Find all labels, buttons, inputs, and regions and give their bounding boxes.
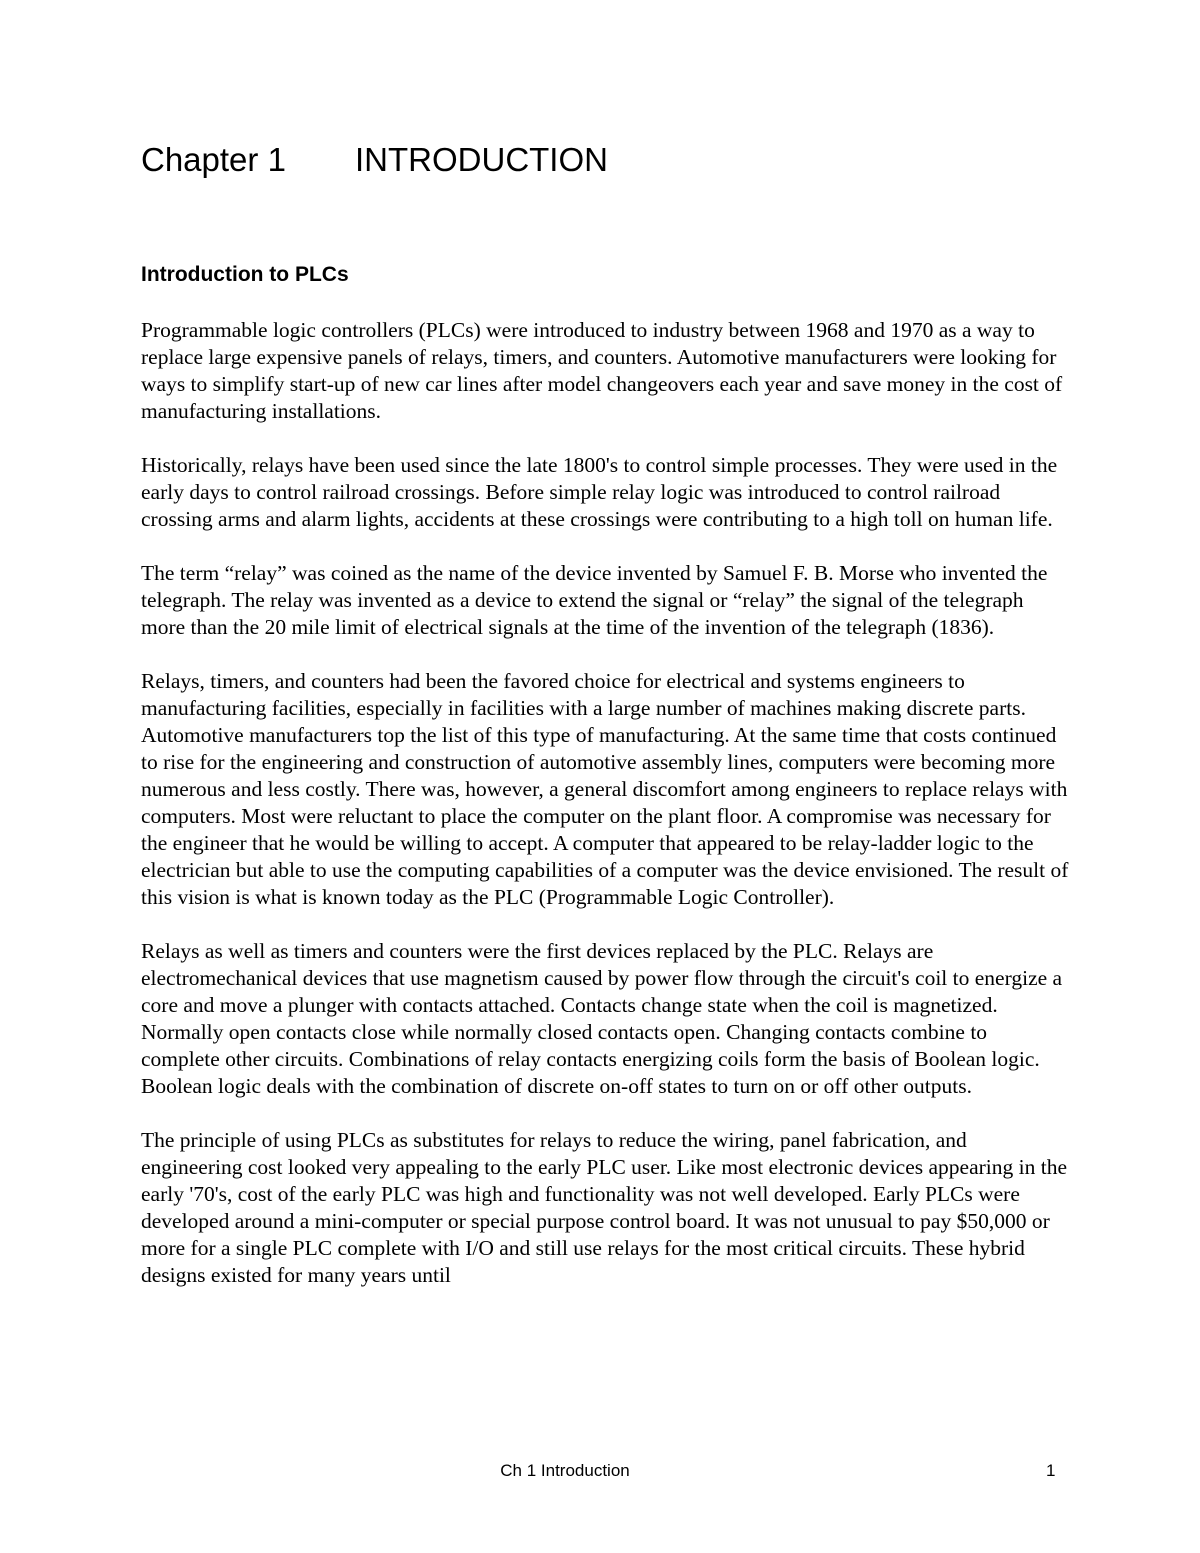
paragraph-plc-origins: Programmable logic controllers (PLCs) were introduced to industry between 1968 and 1970 as a way to replace large expensive panels of relays, timers, and counters. Automotive manufacturers were looking for ways to simplify start-up of new car lines after model changeovers each year and save money in the cost of manufacturing installations.	[141, 318, 1063, 423]
paragraph-relay-choice: Relays, timers, and counters had been the favored choice for electrical and systems engineers to manufacturing facilities, especially in facilities with a large number of machines making discrete parts. Automotive manufacturers top the list of this type of manufacturing. At the same time that costs continued to rise for the engineering and construction of automotive assembly lines, computers were becoming more numerous and less costly. There was, however, a general discomfort among engineers to replace relays with computers. Most were reluctant to place the computer on the plant floor. A compromise was necessary for the engineer that he would be willing to accept. A computer that appeared to be relay-ladder logic to the electrician but able to use the computing capabilities of a computer was the device envisioned. The result of this vision is what is known today as the PLC (Programmable Logic Controller).	[141, 669, 1069, 909]
chapter-title: INTRODUCTION	[355, 141, 608, 178]
chapter-heading	[141, 140, 608, 180]
body-text	[141, 317, 1071, 1316]
paragraph-relay-term: The term “relay” was coined as the name of the device invented by Samuel F. B. Morse who invented the telegraph. The relay was invented as a device to extend the signal or “relay” the signal of the telegraph more than the 20 mile limit of electrical signals at the time of the invention of the telegraph (1836).	[141, 561, 1048, 639]
paragraph-plc-substitutes: The principle of using PLCs as substitutes for relays to reduce the wiring, panel fabrication, and engineering cost looked very appealing to the early PLC user. Like most electronic devices appearing in the early '70's, cost of the early PLC was high and functionality was not well developed. Early PLCs were developed around a mini-computer or special purpose control board. It was not unusual to pay $50,000 or more for a single PLC complete with I/O and still use relays for the most critical circuits. These hybrid designs existed for many years until	[141, 1128, 1067, 1287]
chapter-number: Chapter 1	[141, 141, 286, 178]
footer-chapter-label: Ch 1 Introduction	[500, 1461, 630, 1480]
paragraph-relay-replacement: Relays as well as timers and counters were the first devices replaced by the PLC. Relays are electromechanical devices that use magnetism caused by power flow through the circuit's coil to energize a core and move a plunger with contacts attached. Contacts change state when the coil is magnetized. Normally open contacts close while normally closed contacts open. Changing contacts combine to complete other circuits. Combinations of relay contacts energizing coils form the basis of Boolean logic. Boolean logic deals with the combination of discrete on-off states to turn on or off other outputs.	[141, 939, 1063, 1098]
section-heading: Introduction to PLCs	[141, 263, 349, 286]
footer-page-number: 1	[1046, 1461, 1056, 1480]
paragraph-relay-history: Historically, relays have been used since the late 1800's to control simple processes. They were used in the early days to control railroad crossings. Before simple relay logic was introduced to control railroad crossing arms and alarm lights, accidents at these crossings were contributing to a high toll on human life.	[141, 453, 1058, 531]
